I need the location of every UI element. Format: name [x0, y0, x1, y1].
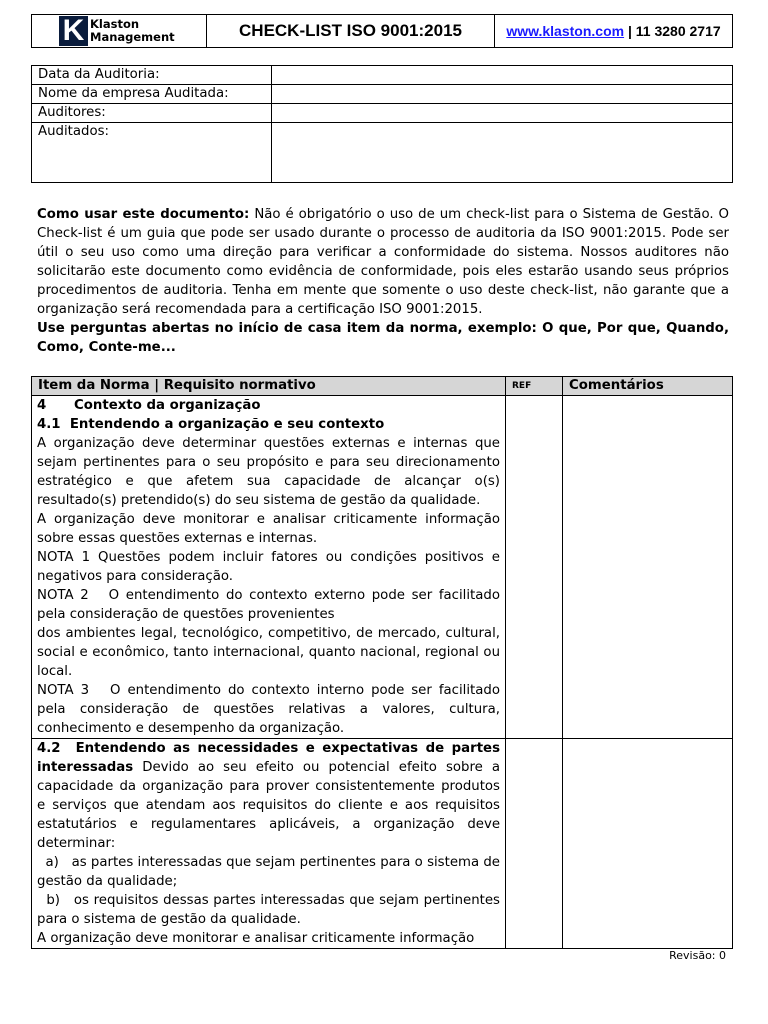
- requirement-cell: [32, 739, 506, 949]
- requirement-cell: [32, 396, 506, 739]
- subsection-heading: 4.1 Entendendo a organização e seu contexto: [37, 417, 385, 432]
- audit-info-row: [32, 66, 733, 85]
- audit-date-label: Data da Auditoria:: [32, 66, 272, 85]
- audit-info-table: [31, 65, 733, 183]
- requirement-list-item: a) as partes interessadas que sejam pertinentes para o sistema de gestão da qualidade;: [37, 855, 505, 889]
- column-header-comments: Comentários: [563, 377, 733, 396]
- section-heading: 4 Contexto da organização: [37, 398, 261, 413]
- ref-cell[interactable]: [506, 739, 563, 949]
- audit-info-row: [32, 123, 733, 183]
- column-header-item: Item da Norma | Requisito normativo: [32, 377, 506, 396]
- instructions-body: Não é obrigatório o uso de um check-list para o Sistema de Gestão. O Check-list é um guia que pode ser usado durante o processo de auditoria da ISO 9001:2015. Pode ser útil o seu uso como uma direção para verificar a conformidade do sistema. Nossos auditores não solicitarão este documento como evidência de conformidade, pois eles estarão usando seus próprios procedimentos de auditoria. Tenha em mente que somente o uso deste check-list, não garante que a organização será recomendada para a certificação ISO 9001:2015.: [37, 207, 730, 317]
- requirement-note: NOTA 1 Questões podem incluir fatores ou condições positivos e negativos para consideração.: [37, 550, 500, 584]
- requirement-note: NOTA 3 O entendimento do contexto interno pode ser facilitado pela consideração de questões relativas a valores, cultura, conhecimento e desempenho da organização.: [37, 683, 505, 736]
- instructions-lead: Como usar este documento:: [37, 207, 250, 222]
- auditors-field[interactable]: [272, 104, 733, 123]
- audit-date-field[interactable]: [272, 66, 733, 85]
- company-name-label: Nome da empresa Auditada:: [32, 85, 272, 104]
- audit-info-row: [32, 104, 733, 123]
- requirement-paragraph: A organização deve monitorar e analisar criticamente informação: [37, 931, 475, 946]
- requirement-paragraph: A organização deve determinar questões externas e internas que sejam pertinentes para o seu propósito e para seu direcionamento estratégico e que afetem sua capacidade de alcançar o(s) resultado(s) pretendido(s) do seu sistema de gestão da qualidade.: [37, 436, 500, 508]
- document-title: CHECK-LIST ISO 9001:2015: [207, 15, 495, 47]
- requirement-note: NOTA 2 O entendimento do contexto externo pode ser facilitado pela consideração de questões provenientes: [37, 588, 505, 622]
- website-link[interactable]: www.klaston.com: [506, 23, 625, 39]
- checklist-row: [32, 396, 733, 739]
- requirement-paragraph: dos ambientes legal, tecnológico, competitivo, de mercado, cultural, social e econômico, tanto internacional, quanto nacional, regional ou local.: [37, 626, 500, 679]
- requirement-paragraph: A organização deve monitorar e analisar criticamente informação sobre essas questões externas e internas.: [37, 512, 500, 546]
- company-name-field[interactable]: [272, 85, 733, 104]
- auditors-label: Auditores:: [32, 104, 272, 123]
- phone-number: 11 3280 2717: [635, 23, 721, 39]
- comments-cell[interactable]: [563, 739, 733, 949]
- ref-cell[interactable]: [506, 396, 563, 739]
- instructions-tip: Use perguntas abertas no início de casa item da norma, exemplo: O que, Por que, Quando, Como, Conte-me...: [37, 321, 729, 355]
- checklist-header-row: [32, 377, 733, 396]
- column-header-ref: REF: [506, 377, 563, 396]
- audit-info-row: [32, 85, 733, 104]
- instructions: [37, 205, 729, 357]
- logo-line2: Management: [90, 30, 175, 44]
- logo-text: [90, 18, 175, 44]
- instructions-paragraph: [37, 205, 729, 319]
- company-logo: [32, 15, 207, 47]
- audited-field[interactable]: [272, 123, 733, 183]
- logo-line1: Klaston: [90, 17, 140, 31]
- revision-label: Revisão: 0: [669, 949, 726, 962]
- audited-label: Auditados:: [32, 123, 272, 183]
- logo-mark: K: [59, 16, 88, 46]
- subsection-heading: 4.2 Entendendo as necessidades e expectativas de partes interessadas: [37, 741, 505, 775]
- requirement-paragraph: [37, 739, 505, 853]
- requirement-list-item: b) os requisitos dessas partes interessadas que sejam pertinentes para o sistema de gestão da qualidade.: [37, 893, 505, 927]
- checklist-row: [32, 739, 733, 949]
- checklist-table: [31, 376, 733, 949]
- contact-separator: |: [624, 23, 636, 39]
- requirement-intro: Devido ao seu efeito ou potencial efeito sobre a capacidade da organização para prover consistentemente produtos e serviços que atendam aos requisitos do cliente e aos requisitos estatutários e regulamentares aplicáveis, a organização deve determinar:: [37, 760, 500, 851]
- document-header: [31, 14, 733, 48]
- contact-info: [495, 15, 732, 47]
- comments-cell[interactable]: [563, 396, 733, 739]
